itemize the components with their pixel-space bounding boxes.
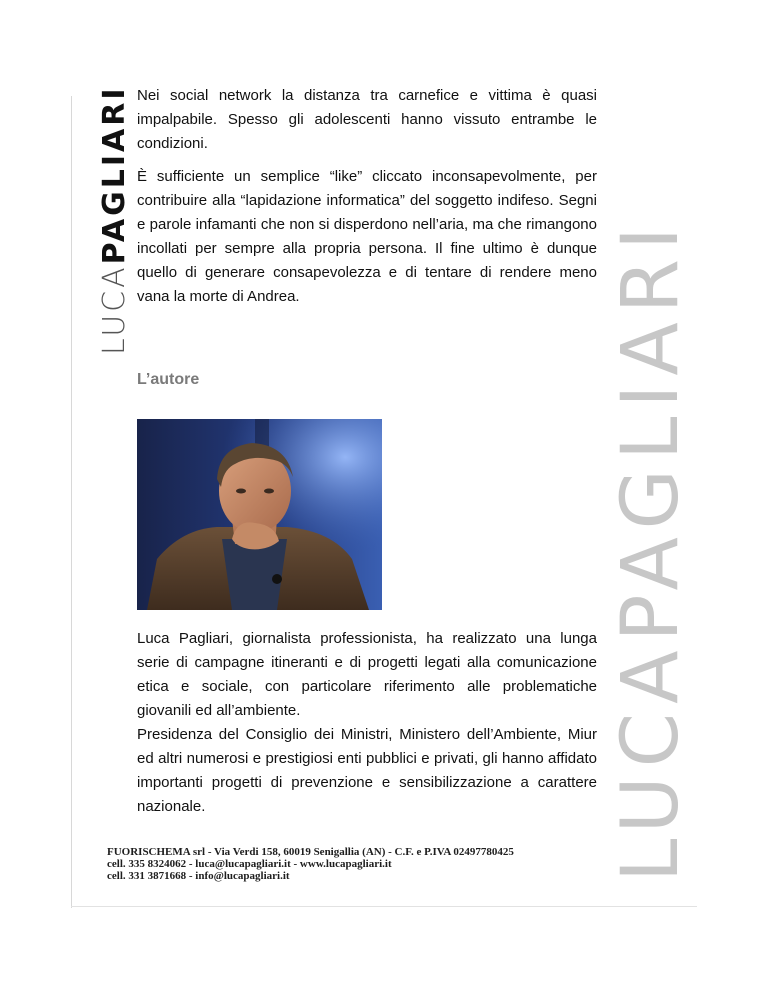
- author-bio-paragraph-2: Presidenza del Consiglio dei Ministri, Ministero dell’Ambiente, Miur ed altri numerosi e prestigiosi enti pubblici e privati, gli hanno affidato importanti progetti di prevenzione e sensibilizzazione a carattere nazionale.: [137, 726, 597, 815]
- logo-text-light: LUCA: [97, 264, 132, 355]
- footer-line-address: FUORISCHEMA srl - Via Verdi 158, 60019 Senigallia (AN) - C.F. e P.IVA 02497780425: [107, 846, 514, 858]
- watermark-logo: LUCAPAGLIARI: [606, 218, 696, 882]
- bottom-margin-rule: [71, 906, 697, 907]
- author-photo: [137, 419, 382, 610]
- footer-line-contact-2: cell. 331 3871668 - info@lucapagliari.it: [107, 870, 290, 882]
- company-footer: [107, 846, 514, 882]
- author-bio-paragraph-1: Luca Pagliari, giornalista professionista, ha realizzato una lunga serie di campagne itineranti e di progetti legati alla comunicazione etica e sociale, con particolare riferimento alle problematiche giovanili ed all’ambiente.: [137, 630, 597, 719]
- paragraph-social-network: Nei social network la distanza tra carnefice e vittima è quasi impalpabile. Spesso gli adolescenti hanno vissuto entrambe le condizioni.: [137, 87, 597, 152]
- left-margin-rule: [71, 96, 72, 908]
- vertical-logo: [97, 85, 132, 356]
- section-heading-author: L’autore: [137, 371, 200, 388]
- footer-line-contact-1: cell. 335 8324062 - luca@lucapagliari.it - www.lucapagliari.it: [107, 858, 392, 870]
- author-portrait-image: [137, 419, 382, 610]
- author-bio: [137, 627, 597, 819]
- logo-text-bold: PAGLIARI: [97, 85, 132, 265]
- paragraph-like: È sufficiente un semplice “like” cliccato inconsapevolmente, per contribuire alla “lapidazione informatica” del soggetto indifeso. Segni e parole infamanti che non si disperdono nell’aria, ma che rimangono incollati per sempre alla propria persona. Il fine ultimo è dunque quello di generare consapevolezza e di tentare di rendere meno vana la morte di Andrea.: [137, 168, 597, 305]
